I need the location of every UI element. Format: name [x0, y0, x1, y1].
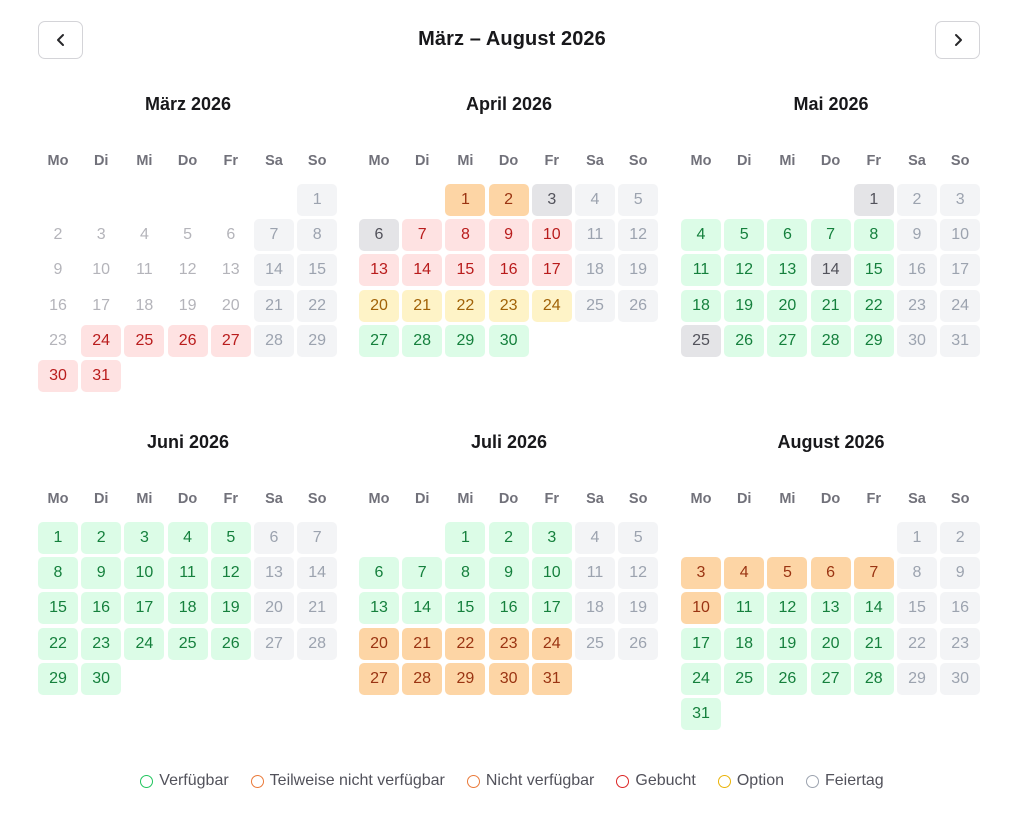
day-cell-weekend[interactable]: 21 [297, 592, 337, 624]
day-cell-frei[interactable]: 11 [681, 254, 721, 286]
day-cell-frei[interactable]: 29 [854, 325, 894, 357]
day-cell-nicht[interactable]: 6 [811, 557, 851, 589]
day-cell-weekend[interactable]: 1 [297, 184, 337, 216]
day-cell-feiertag[interactable]: 6 [359, 219, 399, 251]
day-cell-option[interactable]: 21 [402, 290, 442, 322]
day-cell-frei[interactable]: 29 [445, 325, 485, 357]
day-cell-gebucht[interactable]: 30 [38, 360, 78, 392]
legend-dot-icon [806, 775, 819, 788]
day-cell-frei[interactable]: 26 [767, 663, 807, 695]
day-cell-weekend[interactable]: 19 [618, 592, 658, 624]
day-cell-weekend[interactable]: 15 [897, 592, 937, 624]
chevron-right-icon [951, 33, 965, 47]
day-cell-frei[interactable]: 5 [724, 219, 764, 251]
weekday-label: Di [736, 491, 752, 507]
day-cell-weekend[interactable]: 27 [254, 628, 294, 660]
day-cell-frei[interactable]: 10 [124, 557, 164, 589]
day-cell-past: 10 [92, 261, 111, 279]
weekday-label: Do [820, 153, 841, 169]
day-cell-weekend[interactable]: 10 [940, 219, 980, 251]
calendar-header [0, 0, 1024, 82]
weekday-label: Di [93, 153, 109, 169]
day-cell-frei[interactable]: 15 [854, 254, 894, 286]
weekday-label: Do [498, 491, 519, 507]
day-cell-gebucht[interactable]: 17 [532, 254, 572, 286]
month-title: März 2026 [144, 94, 232, 114]
day-cell-frei[interactable]: 25 [168, 628, 208, 660]
legend-item [140, 770, 228, 792]
weekday-label: Do [177, 491, 198, 507]
day-cell-weekend[interactable]: 18 [575, 592, 615, 624]
day-cell-frei[interactable]: 18 [681, 290, 721, 322]
day-cell-weekend[interactable]: 21 [254, 290, 294, 322]
day-cell-weekend[interactable]: 7 [254, 219, 294, 251]
day-cell-frei[interactable]: 3 [532, 522, 572, 554]
weekday-label: Di [93, 491, 109, 507]
day-cell-frei[interactable]: 24 [124, 628, 164, 660]
day-cell-frei[interactable]: 15 [445, 592, 485, 624]
day-cell-nicht[interactable]: 7 [854, 557, 894, 589]
legend-label: Option [736, 772, 784, 789]
day-cell-frei[interactable]: 14 [402, 592, 442, 624]
day-cell-weekend[interactable]: 13 [254, 557, 294, 589]
month-title: Juni 2026 [146, 432, 230, 452]
day-cell-gebucht[interactable]: 25 [124, 325, 164, 357]
day-cell-past: 3 [96, 226, 106, 244]
day-cell-feiertag[interactable]: 25 [681, 325, 721, 357]
weekday-label: So [950, 491, 970, 507]
day-cell-nicht[interactable]: 2 [489, 184, 529, 216]
day-cell-weekend[interactable]: 7 [297, 522, 337, 554]
day-cell-weekend[interactable]: 4 [575, 184, 615, 216]
month-title: April 2026 [465, 94, 553, 114]
day-cell-frei[interactable]: 4 [168, 522, 208, 554]
day-cell-frei[interactable]: 28 [811, 325, 851, 357]
day-cell-frei[interactable]: 15 [38, 592, 78, 624]
day-cell-past: 5 [183, 226, 193, 244]
day-cell-gebucht[interactable]: 15 [445, 254, 485, 286]
day-cell-weekend[interactable]: 22 [897, 628, 937, 660]
day-cell-frei[interactable]: 13 [359, 592, 399, 624]
day-cell-gebucht[interactable]: 8 [445, 219, 485, 251]
legend-dot-icon [718, 775, 731, 788]
day-cell-past: 9 [53, 261, 63, 279]
day-cell-frei[interactable]: 22 [38, 628, 78, 660]
day-cell-weekend[interactable]: 4 [575, 522, 615, 554]
day-cell-weekend[interactable]: 22 [297, 290, 337, 322]
day-cell-feiertag[interactable]: 1 [854, 184, 894, 216]
day-cell-gebucht[interactable]: 7 [402, 219, 442, 251]
day-cell-weekend[interactable]: 16 [897, 254, 937, 286]
day-cell-frei[interactable]: 28 [402, 325, 442, 357]
day-cell-frei[interactable]: 6 [359, 557, 399, 589]
day-cell-weekend[interactable]: 11 [575, 219, 615, 251]
day-cell-weekend[interactable]: 12 [618, 219, 658, 251]
day-cell-past: 6 [226, 226, 236, 244]
day-cell-weekend[interactable]: 20 [254, 592, 294, 624]
weekday-header [38, 491, 338, 507]
day-cell-weekend[interactable]: 14 [297, 557, 337, 589]
weekday-label: Fr [544, 153, 560, 169]
day-cell-frei[interactable]: 25 [724, 663, 764, 695]
day-cell-frei[interactable]: 8 [445, 557, 485, 589]
day-cell-weekend[interactable]: 14 [254, 254, 294, 286]
day-cell-frei[interactable]: 18 [724, 628, 764, 660]
day-cell-frei[interactable]: 21 [854, 628, 894, 660]
weekday-label: Fr [223, 153, 239, 169]
weekday-label: So [628, 491, 648, 507]
day-cell-frei[interactable]: 18 [168, 592, 208, 624]
day-cell-past: 18 [135, 296, 154, 314]
day-cell-frei[interactable]: 8 [854, 219, 894, 251]
day-cell-frei[interactable]: 3 [124, 522, 164, 554]
day-cell-frei[interactable]: 5 [211, 522, 251, 554]
day-cell-past: 17 [92, 296, 111, 314]
day-cell-gebucht[interactable]: 24 [81, 325, 121, 357]
day-cell-weekend[interactable]: 16 [940, 592, 980, 624]
day-cell-nicht[interactable]: 28 [402, 663, 442, 695]
day-cell-weekend[interactable]: 31 [940, 325, 980, 357]
legend-label: Teilweise nicht verfügbar [269, 772, 445, 789]
weekday-header [359, 491, 659, 507]
day-cell-past: 23 [49, 331, 67, 349]
day-cell-gebucht[interactable]: 27 [211, 325, 251, 357]
day-cell-past: 19 [178, 296, 197, 314]
day-cell-feiertag[interactable]: 3 [532, 184, 572, 216]
day-cell-nicht[interactable]: 27 [359, 663, 399, 695]
day-cell-frei[interactable]: 1 [38, 522, 78, 554]
day-cell-frei[interactable]: 19 [724, 290, 764, 322]
day-cell-weekend[interactable]: 23 [897, 290, 937, 322]
day-cell-weekend[interactable]: 28 [297, 628, 337, 660]
weekday-label: Di [414, 153, 430, 169]
weekday-label: Do [820, 491, 841, 507]
weekday-label: So [307, 153, 327, 169]
day-cell-gebucht[interactable]: 31 [81, 360, 121, 392]
day-cell-weekend[interactable]: 5 [618, 522, 658, 554]
weekday-label: Do [498, 153, 519, 169]
weekday-label: Sa [908, 153, 926, 169]
day-cell-nicht[interactable]: 31 [532, 663, 572, 695]
day-cell-frei[interactable]: 29 [38, 663, 78, 695]
day-cell-frei[interactable]: 17 [532, 592, 572, 624]
day-cell-past: 11 [136, 261, 153, 279]
day-cell-weekend[interactable]: 29 [297, 325, 337, 357]
month-title: August 2026 [777, 432, 885, 452]
weekday-label: Sa [265, 491, 283, 507]
day-cell-frei[interactable]: 30 [489, 325, 529, 357]
day-cell-feiertag[interactable]: 14 [811, 254, 851, 286]
day-cell-frei[interactable]: 12 [211, 557, 251, 589]
day-cell-frei[interactable]: 7 [811, 219, 851, 251]
day-cell-frei[interactable]: 19 [767, 628, 807, 660]
day-cell-nicht[interactable]: 20 [359, 628, 399, 660]
weekday-label: Fr [866, 491, 882, 507]
day-cell-frei[interactable]: 28 [854, 663, 894, 695]
day-cell-weekend[interactable]: 26 [618, 290, 658, 322]
day-cell-weekend[interactable]: 17 [940, 254, 980, 286]
weekday-label: Mi [779, 153, 796, 169]
day-cell-weekend[interactable]: 23 [940, 628, 980, 660]
legend-item [467, 770, 595, 792]
day-cell-gebucht[interactable]: 10 [532, 219, 572, 251]
weekday-label: Mi [779, 491, 796, 507]
legend-label: Verfügbar [159, 772, 229, 789]
legend-item [251, 770, 445, 792]
legend-item [806, 770, 884, 792]
day-cell-weekend[interactable]: 30 [897, 325, 937, 357]
day-cell-frei[interactable]: 2 [489, 522, 529, 554]
day-cell-frei[interactable]: 24 [681, 663, 721, 695]
weekday-label: Mo [690, 153, 712, 169]
day-cell-frei[interactable]: 11 [724, 592, 764, 624]
day-cell-frei[interactable]: 20 [767, 290, 807, 322]
day-cell-frei[interactable]: 12 [767, 592, 807, 624]
day-cell-option[interactable]: 24 [532, 290, 572, 322]
legend [0, 770, 1024, 792]
day-cell-frei[interactable]: 4 [681, 219, 721, 251]
day-cell-frei[interactable]: 9 [489, 557, 529, 589]
month-title: Mai 2026 [793, 94, 869, 114]
weekday-label: Di [736, 153, 752, 169]
day-cell-weekend[interactable]: 9 [897, 219, 937, 251]
day-cell-frei[interactable]: 27 [359, 325, 399, 357]
weekday-label: Mo [47, 153, 69, 169]
legend-label: Gebucht [635, 772, 696, 789]
weekday-label: Fr [866, 153, 882, 169]
day-cell-weekend[interactable]: 25 [575, 628, 615, 660]
weekday-label: Mi [457, 491, 474, 507]
day-cell-nicht[interactable]: 1 [445, 184, 485, 216]
weekday-header [38, 153, 338, 169]
day-cell-weekend[interactable]: 11 [575, 557, 615, 589]
day-cell-nicht[interactable]: 5 [767, 557, 807, 589]
weekday-header [681, 491, 981, 507]
weekday-label: Sa [265, 153, 283, 169]
day-cell-frei[interactable]: 30 [81, 663, 121, 695]
legend-label: Nicht verfügbar [485, 772, 595, 789]
day-cell-frei[interactable]: 26 [724, 325, 764, 357]
day-cell-nicht[interactable]: 29 [445, 663, 485, 695]
day-cell-weekend[interactable]: 1 [897, 522, 937, 554]
day-cell-weekend[interactable]: 30 [940, 663, 980, 695]
day-cell-weekend[interactable]: 8 [897, 557, 937, 589]
legend-dot-icon [140, 775, 153, 788]
day-cell-weekend[interactable]: 2 [897, 184, 937, 216]
day-cell-frei[interactable]: 27 [767, 325, 807, 357]
weekday-label: Mo [690, 491, 712, 507]
day-cell-weekend[interactable]: 18 [575, 254, 615, 286]
day-cell-frei[interactable]: 14 [854, 592, 894, 624]
day-cell-gebucht[interactable]: 13 [359, 254, 399, 286]
weekday-label: Di [414, 491, 430, 507]
day-cell-weekend[interactable]: 5 [618, 184, 658, 216]
day-cell-weekend[interactable]: 24 [940, 290, 980, 322]
day-cell-nicht[interactable]: 10 [681, 592, 721, 624]
day-cell-frei[interactable]: 7 [402, 557, 442, 589]
day-cell-nicht[interactable]: 30 [489, 663, 529, 695]
day-cell-frei[interactable]: 20 [811, 628, 851, 660]
weekday-label: Mi [136, 491, 153, 507]
legend-item [616, 770, 695, 792]
day-cell-past: 16 [49, 296, 67, 314]
day-cell-weekend[interactable]: 12 [618, 557, 658, 589]
day-cell-option[interactable]: 22 [445, 290, 485, 322]
weekday-label: So [628, 153, 648, 169]
day-cell-weekend[interactable]: 29 [897, 663, 937, 695]
day-cell-nicht[interactable]: 4 [724, 557, 764, 589]
day-cell-frei[interactable]: 13 [767, 254, 807, 286]
weekday-label: So [307, 491, 327, 507]
day-cell-weekend[interactable]: 15 [297, 254, 337, 286]
day-cell-weekend[interactable]: 9 [940, 557, 980, 589]
legend-dot-icon [467, 775, 480, 788]
weekday-label: So [950, 153, 970, 169]
day-cell-nicht[interactable]: 21 [402, 628, 442, 660]
day-cell-nicht[interactable]: 24 [532, 628, 572, 660]
weekday-label: Mi [136, 153, 153, 169]
day-cell-frei[interactable]: 23 [81, 628, 121, 660]
page-title: März – August 2026 [418, 28, 606, 50]
legend-dot-icon [616, 775, 629, 788]
weekday-label: Mo [47, 491, 69, 507]
day-cell-past: 2 [53, 226, 63, 244]
day-cell-frei[interactable]: 13 [811, 592, 851, 624]
day-cell-weekend[interactable]: 28 [254, 325, 294, 357]
day-cell-weekend[interactable]: 2 [940, 522, 980, 554]
weekday-label: Mo [368, 491, 390, 507]
day-cell-past: 4 [139, 226, 149, 244]
weekday-header [359, 153, 659, 169]
day-cell-weekend[interactable]: 8 [297, 219, 337, 251]
day-cell-gebucht[interactable]: 14 [402, 254, 442, 286]
day-cell-frei[interactable]: 12 [724, 254, 764, 286]
day-cell-gebucht[interactable]: 16 [489, 254, 529, 286]
day-cell-frei[interactable]: 22 [854, 290, 894, 322]
day-cell-frei[interactable]: 10 [532, 557, 572, 589]
weekday-header [681, 153, 981, 169]
next-button[interactable] [935, 21, 980, 59]
day-cell-frei[interactable]: 17 [124, 592, 164, 624]
day-cell-frei[interactable]: 1 [445, 522, 485, 554]
day-cell-option[interactable]: 23 [489, 290, 529, 322]
day-cell-nicht[interactable]: 22 [445, 628, 485, 660]
day-cell-frei[interactable]: 21 [811, 290, 851, 322]
weekday-label: Sa [586, 153, 604, 169]
weekday-label: Fr [544, 491, 560, 507]
day-cell-past: 20 [221, 296, 240, 314]
day-cell-frei[interactable]: 16 [489, 592, 529, 624]
legend-label: Feiertag [825, 772, 884, 789]
day-cell-frei[interactable]: 16 [81, 592, 121, 624]
day-cell-nicht[interactable]: 23 [489, 628, 529, 660]
day-cell-frei[interactable]: 26 [211, 628, 251, 660]
day-cell-frei[interactable]: 31 [681, 698, 721, 730]
weekday-label: Do [177, 153, 198, 169]
weekday-label: Sa [586, 491, 604, 507]
day-cell-frei[interactable]: 27 [811, 663, 851, 695]
legend-dot-icon [251, 775, 264, 788]
weekday-label: Sa [908, 491, 926, 507]
day-cell-weekend[interactable]: 3 [940, 184, 980, 216]
day-cell-frei[interactable]: 17 [681, 628, 721, 660]
day-cell-past: 12 [178, 261, 197, 279]
day-cell-frei[interactable]: 9 [81, 557, 121, 589]
day-cell-weekend[interactable]: 6 [254, 522, 294, 554]
day-cell-past: 13 [221, 261, 240, 279]
weekday-label: Mo [368, 153, 390, 169]
day-cell-weekend[interactable]: 19 [618, 254, 658, 286]
day-cell-frei[interactable]: 11 [168, 557, 208, 589]
day-cell-frei[interactable]: 8 [38, 557, 78, 589]
day-cell-gebucht[interactable]: 9 [489, 219, 529, 251]
day-cell-frei[interactable]: 6 [767, 219, 807, 251]
day-cell-weekend[interactable]: 26 [618, 628, 658, 660]
legend-item [718, 770, 784, 792]
day-cell-weekend[interactable]: 25 [575, 290, 615, 322]
weekday-label: Fr [223, 491, 239, 507]
day-cell-gebucht[interactable]: 26 [168, 325, 208, 357]
weekday-label: Mi [457, 153, 474, 169]
month-title: Juli 2026 [470, 432, 548, 452]
day-cell-frei[interactable]: 19 [211, 592, 251, 624]
day-cell-nicht[interactable]: 3 [681, 557, 721, 589]
day-cell-frei[interactable]: 2 [81, 522, 121, 554]
day-cell-option[interactable]: 20 [359, 290, 399, 322]
